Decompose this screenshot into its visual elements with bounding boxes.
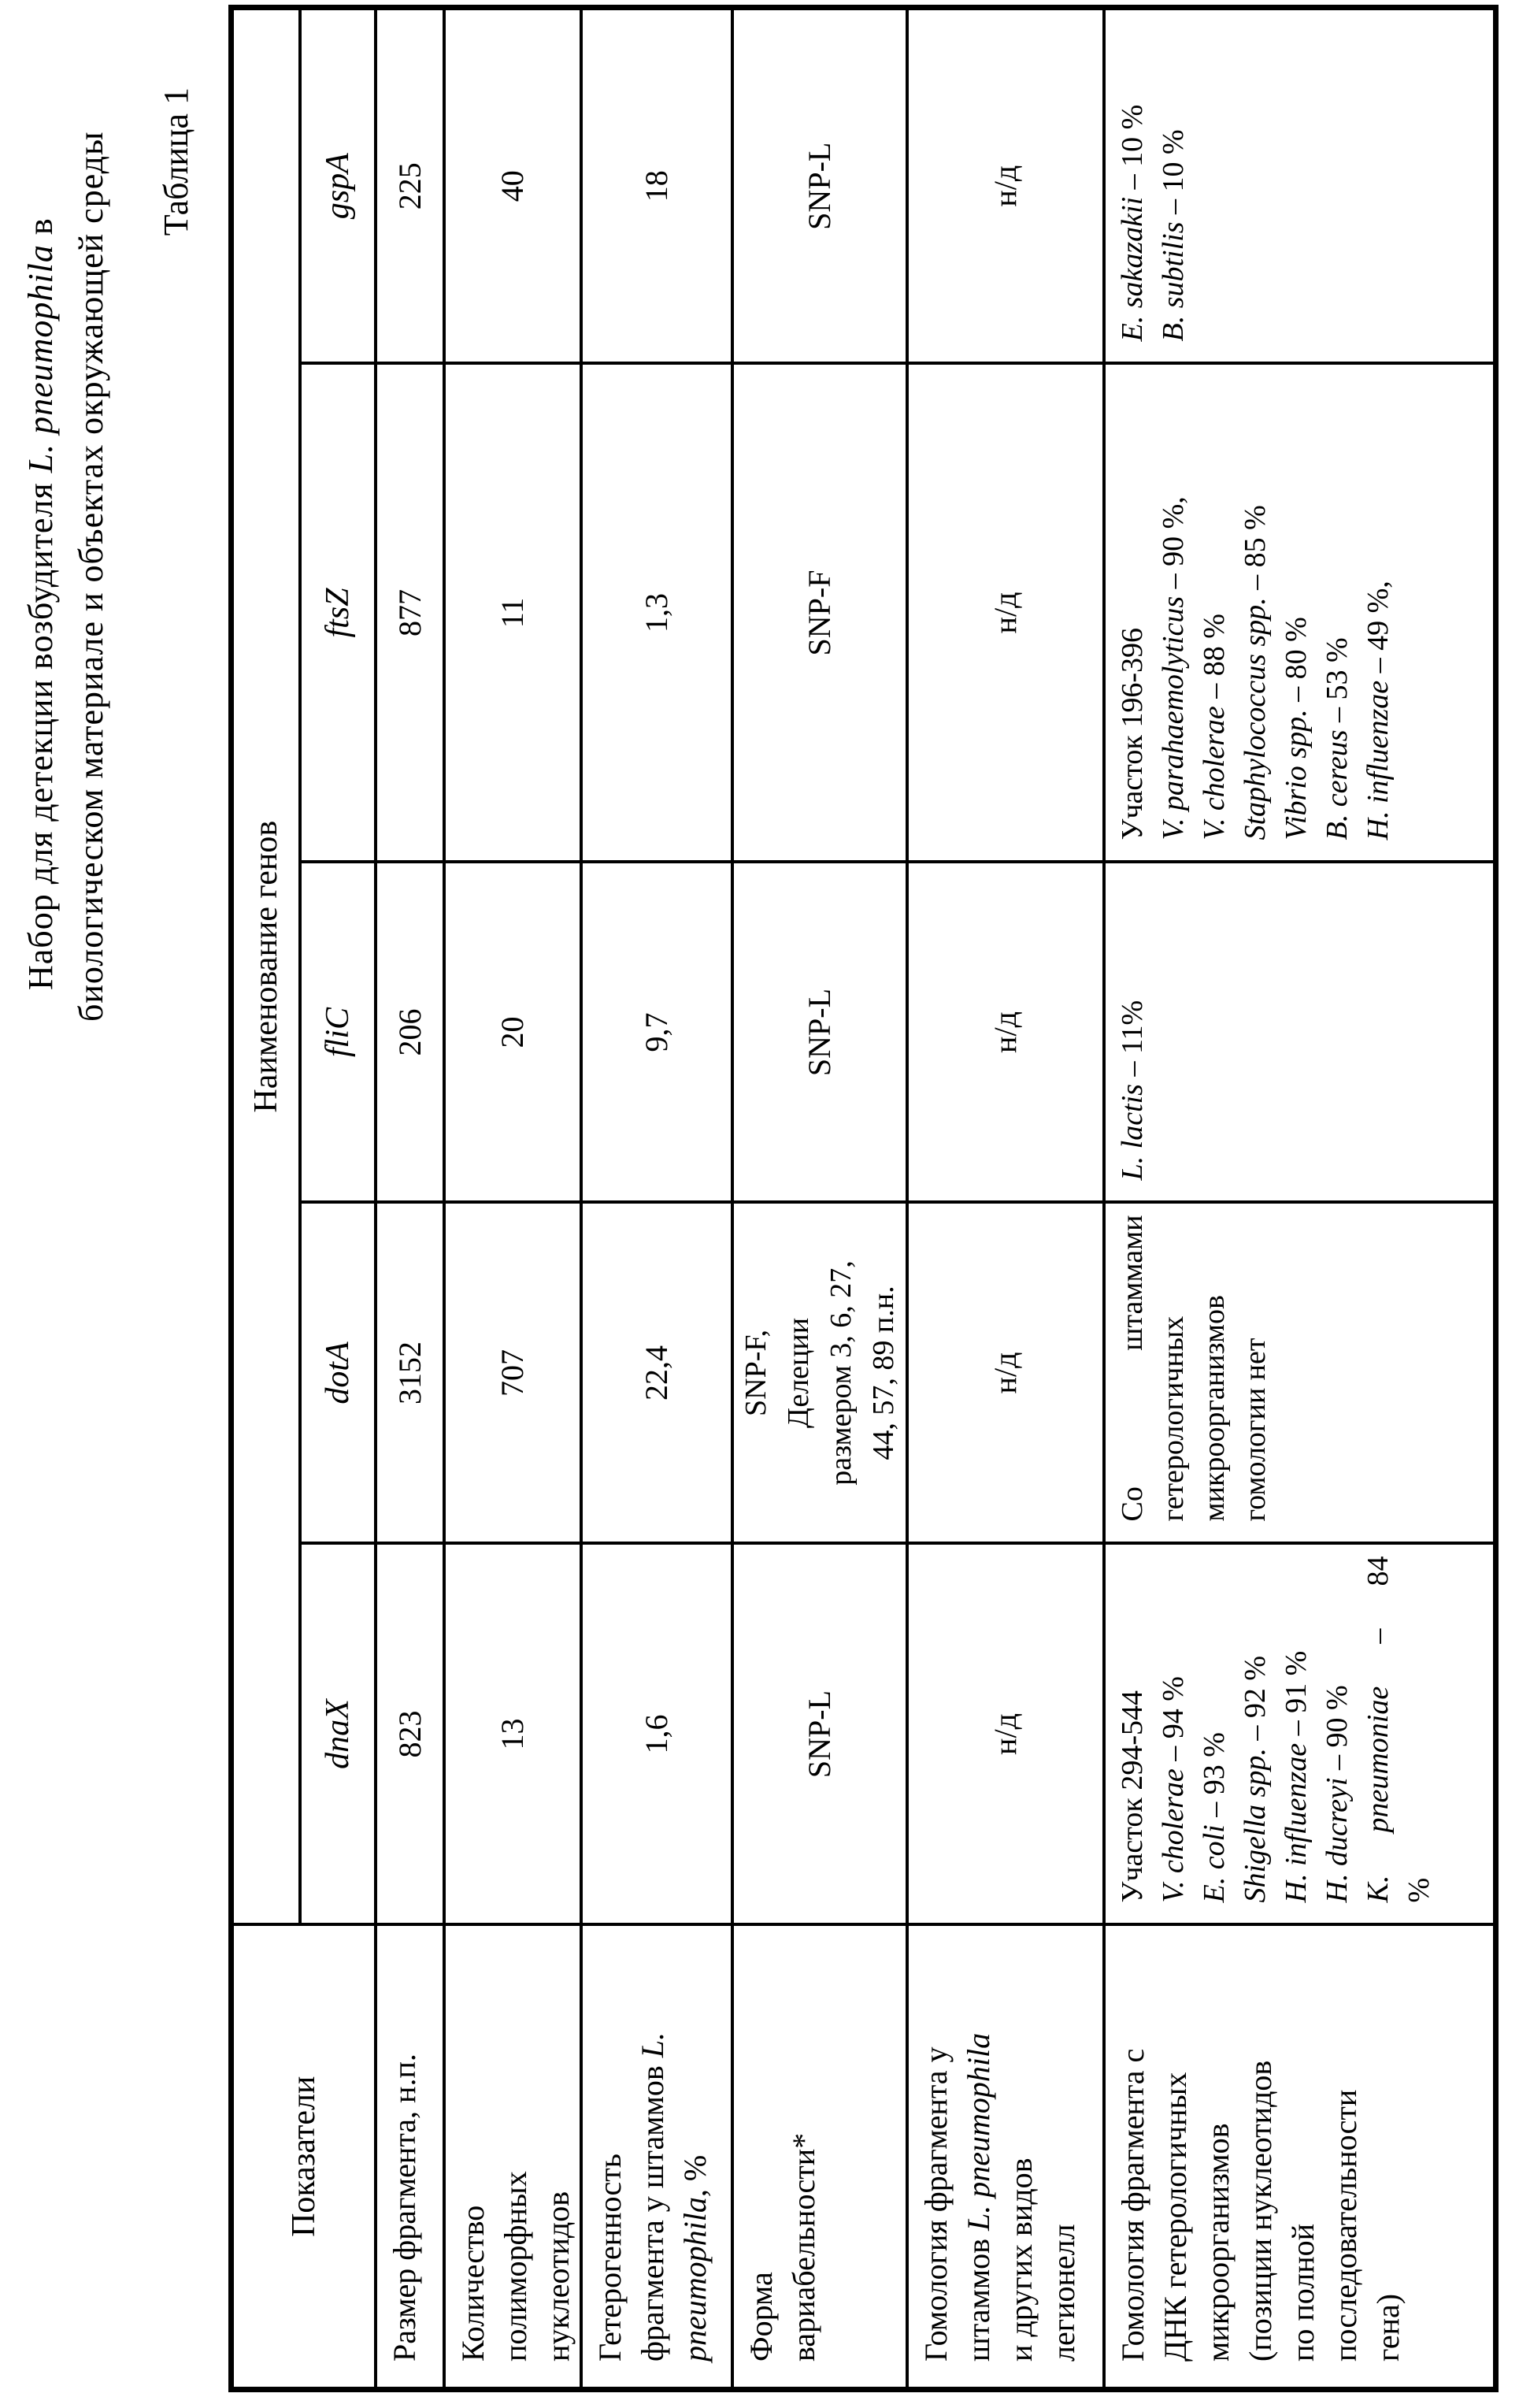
header-gene-dotA: dotA [300, 1203, 376, 1544]
cell-size-dotA: 3152 [376, 1203, 444, 1544]
cell-het-dnaX: 1,6 [581, 1544, 732, 1925]
cell-homleg-dnaX: н/д [907, 1544, 1104, 1925]
cell-homdna-dnaX: Участок 294-544 V. cholerae – 94 % E. coli – 93 % Shigella spp. – 92 % H. influenzae – 91 % H. ducreyi – 90 % K. pneumoniae – 84 % [1104, 1544, 1496, 1925]
cell-poly-gspA: 40 [444, 7, 581, 363]
header-gene-gspA: gspA [300, 7, 376, 363]
cell-size-gspA: 225 [376, 7, 444, 363]
cell-het-fliC: 9,7 [581, 863, 732, 1203]
cell-size-dnaX: 823 [376, 1544, 444, 1925]
row-label-homology-heterologous: Гомология фрагмента с ДНК гетерологичных микроорганизмов (позиции нуклеотидов по полной последовательности гена) [1104, 1925, 1496, 2390]
cell-homdna-gspA: E. sakazakii – 10 % B. subtilis – 10 % [1104, 7, 1496, 363]
cell-form-fliC: SNP-L [732, 863, 907, 1203]
cell-homleg-fliC: н/д [907, 863, 1104, 1203]
row-label-polymorphic-count: Количество полиморфных нуклеотидов [444, 1925, 581, 2390]
cell-homdna-fliC: L. lactis – 11% [1104, 863, 1496, 1203]
cell-homleg-ftsZ: н/д [907, 364, 1104, 863]
cell-size-ftsZ: 877 [376, 364, 444, 863]
row-label-fragment-size: Размер фрагмента, н.п. [376, 1925, 444, 2390]
cell-form-dnaX: SNP-L [732, 1544, 907, 1925]
cell-poly-dotA: 707 [444, 1203, 581, 1544]
row-label-variability-form: Форма вариабельности* [732, 1925, 907, 2390]
cell-homdna-ftsZ: Участок 196-396 V. parahaemolyticus – 90 %, V. cholerae – 88 % Staphylococcus spp. – 85 % Vibrio spp. – 80 % B. cereus – 53 % H. influenzae – 49 %, [1104, 364, 1496, 863]
document-title-line-2: биологическом материале и объектах окружающей среды [72, 131, 110, 1022]
cell-form-ftsZ: SNP-F [732, 364, 907, 863]
cell-poly-fliC: 20 [444, 863, 581, 1203]
header-gene-dnaX: dnaX [300, 1544, 376, 1925]
cell-form-dotA: SNP-F, Делеции размером 3, 6, 27, 44, 57, 89 п.н. [732, 1203, 907, 1544]
cell-het-ftsZ: 1,3 [581, 364, 732, 863]
header-gene-fliC: fliC [300, 863, 376, 1203]
cell-poly-dnaX: 13 [444, 1544, 581, 1925]
cell-homdna-dotA: Со штаммами гетерологичных микроорганизмов гомологии нет [1104, 1203, 1496, 1544]
cell-homleg-dotA: н/д [907, 1203, 1104, 1544]
header-gene-group: Наименование генов [232, 7, 300, 1924]
document-title-line-1: Набор для детекции возбудителя L. pneumophila в [21, 217, 60, 990]
cell-homleg-gspA: н/д [907, 7, 1104, 363]
row-label-heterogeneity: Гетерогенность фрагмента у штаммов L. pneumophila, % [581, 1925, 732, 2390]
row-label-homology-legionella: Гомология фрагмента у штаммов L. pneumophila и других видов легионелл [907, 1925, 1104, 2390]
header-indicators: Показатели [232, 1925, 376, 2390]
cell-poly-ftsZ: 11 [444, 364, 581, 863]
header-gene-ftsZ: ftsZ [300, 364, 376, 863]
table-caption: Таблица 1 [157, 87, 195, 236]
cell-form-gspA: SNP-L [732, 7, 907, 363]
data-table [228, 5, 1499, 2392]
cell-het-dotA: 22,4 [581, 1203, 732, 1544]
cell-size-fliC: 206 [376, 863, 444, 1203]
cell-het-gspA: 18 [581, 7, 732, 363]
